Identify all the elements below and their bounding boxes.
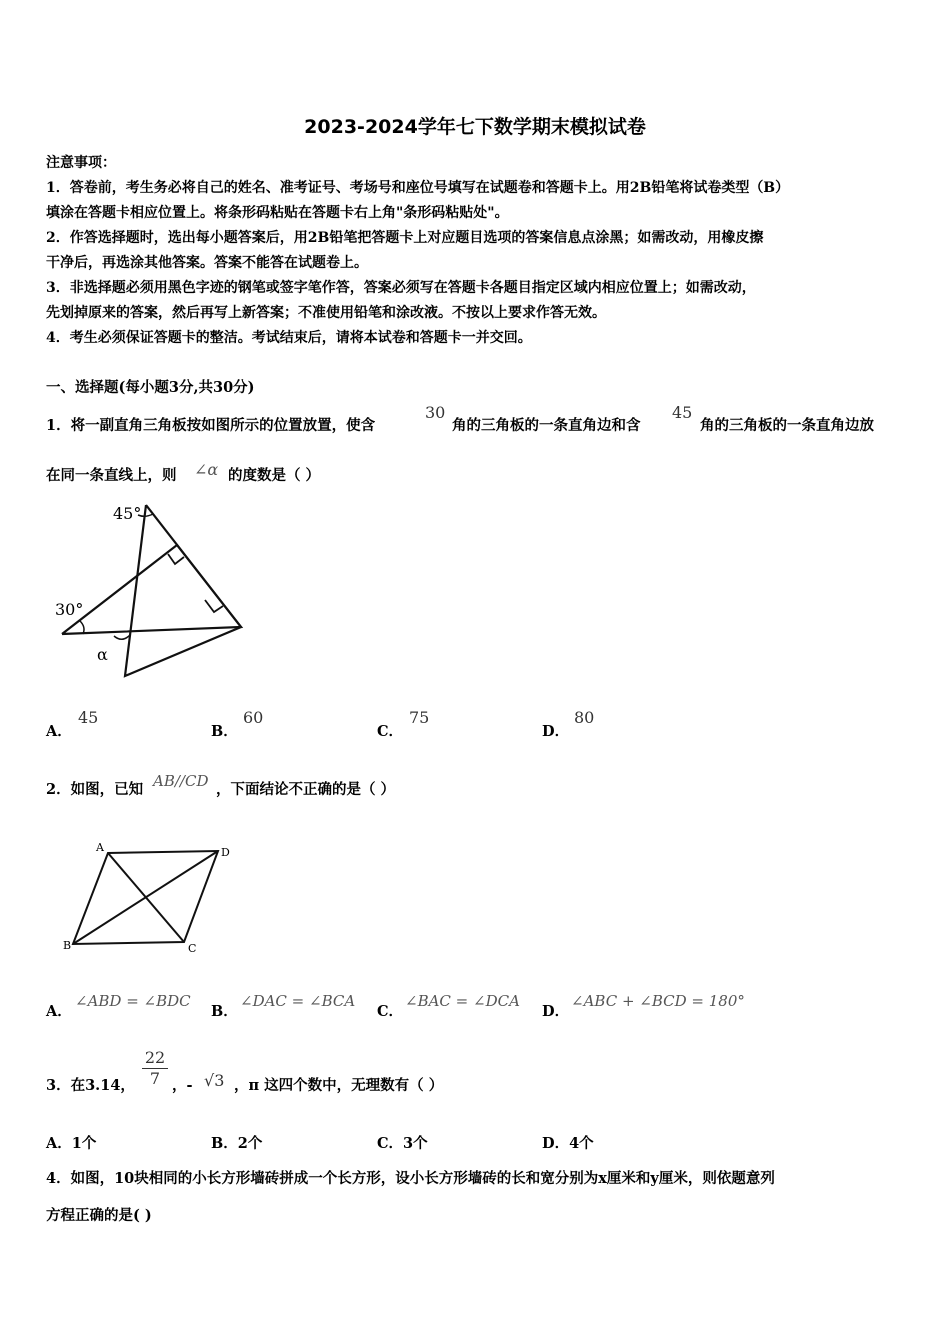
notes-line-3a: 3．非选择题必须用黑色字迹的钢笔或签字笔作答，答案必须写在答题卡各题目指定区域内相应位置上；如需改动， (46, 280, 756, 296)
q1-fig-label-alpha: α (97, 645, 108, 664)
q2-fig-label-c: C (188, 942, 197, 955)
q1-text-part1: 1．将一副直角三角板按如图所示的位置放置，使含 (46, 417, 376, 434)
q2-quadrilateral-figure (58, 838, 238, 958)
q1-text-part3: 角的三角板的一条直角边放 (700, 417, 874, 434)
q1-line2-part1: 在同一条直线上，则 (46, 467, 177, 484)
page-title: 2023-2024学年七下数学期末模拟试卷 (304, 116, 646, 138)
q3-option-c: C．3个 (377, 1135, 428, 1152)
q2-option-a-label: A． (46, 1003, 72, 1020)
q1-fig-label-30: 30° (55, 600, 84, 619)
notes-heading: 注意事项： (46, 155, 116, 171)
q2-option-d-label: D． (542, 1003, 570, 1020)
q2-fig-label-d: D (221, 846, 230, 859)
q3-option-b: B．2个 (211, 1135, 263, 1152)
section-heading: 一、选择题(每小题3分,共30分) (46, 379, 255, 396)
q2-option-c-value: ∠BAC = ∠DCA (405, 992, 520, 1010)
notes-line-2a: 2．作答选择题时，选出每小题答案后，用2B铅笔把答题卡上对应题目选项的答案信息点涂黑；如需改动，用橡皮擦 (46, 230, 764, 246)
q2-condition: AB//CD (153, 772, 209, 790)
q1-value-30: 30 (425, 403, 446, 422)
q1-45-triangle (125, 505, 241, 676)
q3-option-a: A．1个 (46, 1135, 97, 1152)
notes-line-1b: 填涂在答题卡相应位置上。将条形码粘贴在答题卡右上角"条形码粘贴处"。 (46, 205, 509, 221)
q4-line-2: 方程正确的是( ) (46, 1207, 152, 1224)
q1-30-triangle (62, 545, 241, 634)
q3-option-d: D．4个 (542, 1135, 594, 1152)
notes-line-2b: 干净后，再选涂其他答案。答案不能答在试题卷上。 (46, 255, 368, 271)
notes-line-4: 4．考生必须保证答题卡的整洁。考试结束后，请将本试卷和答题卡一并交回。 (46, 330, 532, 346)
q1-option-a-value: 45 (78, 708, 99, 727)
q1-option-c-value: 75 (409, 708, 430, 727)
q1-triangles-figure (50, 495, 250, 680)
q1-option-d-value: 80 (574, 708, 595, 727)
q2-diagonal-bd (73, 851, 218, 944)
q3-text-part1: 3．在3.14， (46, 1077, 135, 1094)
q1-option-a-label: A． (46, 723, 72, 740)
q2-option-b-label: B． (211, 1003, 238, 1020)
q2-text-part2: ，下面结论不正确的是（ ） (216, 781, 396, 798)
q1-angle-alpha: ∠α (194, 460, 219, 479)
q3-text-part3: ，π 这四个数中，无理数有（ ） (234, 1077, 444, 1094)
q1-option-c-label: C． (377, 723, 404, 740)
q2-option-a-value: ∠ABD = ∠BDC (75, 992, 191, 1010)
q3-text-part2: ，- (172, 1077, 193, 1094)
q1-value-45: 45 (672, 403, 693, 422)
q3-fraction-denominator: 7 (149, 1069, 161, 1088)
q1-line2-part2: 的度数是（ ） (228, 467, 321, 484)
q2-fig-label-a: A (96, 841, 104, 854)
q2-text-part1: 2．如图，已知 (46, 781, 144, 798)
q2-fig-label-b: B (63, 939, 72, 952)
q2-option-d-value: ∠ABC + ∠BCD = 180° (571, 992, 745, 1010)
q2-option-b-value: ∠DAC = ∠BCA (240, 992, 356, 1010)
q1-fig-label-45: 45° (113, 504, 142, 523)
q1-option-b-value: 60 (243, 708, 264, 727)
q1-option-d-label: D． (542, 723, 570, 740)
q3-fraction-numerator: 22 (144, 1048, 166, 1067)
q2-option-c-label: C． (377, 1003, 404, 1020)
q3-sqrt3: √3 (204, 1071, 225, 1090)
q1-option-b-label: B． (211, 723, 238, 740)
notes-line-1a: 1．答卷前，考生务必将自己的姓名、准考证号、考场号和座位号填写在试题卷和答题卡上。用2B铅笔将试卷类型（B） (46, 180, 790, 196)
q1-text-part2: 角的三角板的一条直角边和含 (452, 417, 641, 434)
q4-line-1: 4．如图，10块相同的小长方形墙砖拼成一个长方形，设小长方形墙砖的长和宽分别为x厘米和y厘米，则依题意列 (46, 1170, 775, 1187)
notes-line-3b: 先划掉原来的答案，然后再写上新答案；不准使用铅笔和涂改液。不按以上要求作答无效。 (46, 305, 606, 321)
q3-fraction (142, 1048, 168, 1088)
